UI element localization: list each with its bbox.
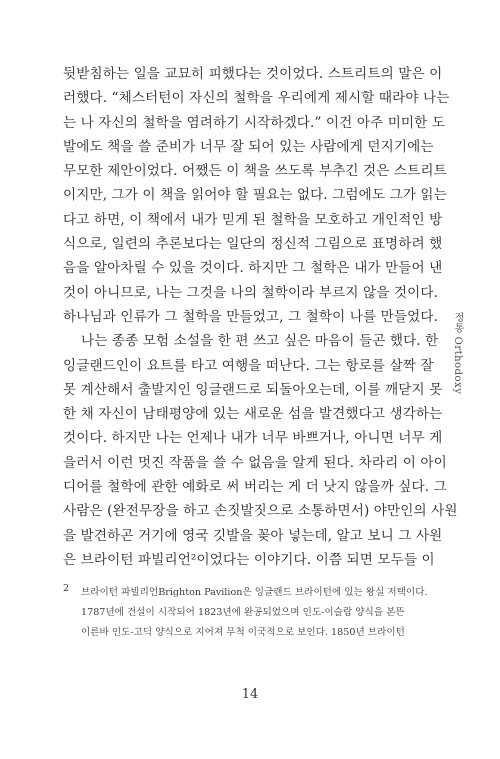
paragraph-first-line: 나는 종종 모험 소설을 한 편 쓰고 싶은 마음이 들곤 했다. 한 bbox=[81, 333, 439, 350]
footnote-line: 1787년에 건설이 시작되어 1823년에 완공되었으며 인도-이슬람 양식을 본뜬 bbox=[81, 607, 405, 618]
body-line: 이지만, 그가 이 책을 읽어야 할 필요는 없다. 그럼에도 그가 읽는 bbox=[63, 187, 447, 204]
body-line: 한 채 자신이 남태평양에 있는 새로운 섬을 발견했다고 생각하는 bbox=[63, 406, 443, 423]
footnote-line: 브라이턴 파빌리언Brighton Pavilion은 잉글랜드 브라이턴에 있는 왕실 저택이다. bbox=[81, 587, 428, 598]
body-line: 음을 알아차릴 수 있을 것이다. 하지만 그 철학은 내가 만들어 낸 bbox=[63, 260, 443, 277]
page-number: 14 bbox=[241, 687, 259, 702]
body-line: 발에도 책을 쓸 준비가 너무 잘 되어 있는 사람에게 던지기에는 bbox=[63, 138, 434, 155]
body-line: 을러서 이런 멋진 작품을 쓸 수 없음을 알게 된다. 차라리 이 아이 bbox=[63, 454, 447, 471]
body-line: 다고 하면, 이 책에서 내가 믿게 된 철학을 모호하고 개인적인 방 bbox=[63, 211, 443, 228]
body-line: 은 브라이턴 파빌리언²이었다는 이야기다. 이쯤 되면 모두들 이 bbox=[63, 551, 435, 568]
footnote-line: 이른바 인도-고딕 양식으로 지어져 무척 이국적으로 보인다. 1850년 브라이턴 bbox=[81, 627, 405, 638]
body-line: 뒷받침하는 일을 교묘히 피했다는 것이었다. 스트리트의 말은 이 bbox=[63, 66, 443, 82]
body-line: 식으로, 일련의 추론보다는 일단의 정신적 그림으로 표명하려 했 bbox=[63, 236, 443, 253]
body-line: 을 발견하곤 거기에 영국 깃발을 꽂아 넣는데, 알고 보니 그 사원 bbox=[63, 527, 443, 544]
footnote-body bbox=[81, 583, 428, 643]
body-line: 잉글랜드인이 요트를 타고 여행을 떠난다. 그는 항로를 살짝 잘 bbox=[63, 357, 434, 374]
running-head: 정통 Orthodoxy bbox=[452, 312, 463, 395]
body-line: 못 계산해서 출발지인 잉글랜드로 되돌아오는데, 이를 깨닫지 못 bbox=[63, 381, 443, 398]
body-line: 사람은 (완전무장을 하고 손짓발짓으로 소통하면서) 야만인의 사원 bbox=[63, 503, 458, 520]
body-line: 무모한 제안이었다. 어쨌든 이 책을 쓰도록 부추긴 것은 스트리트 bbox=[63, 163, 447, 180]
body-line: 것이다. 하지만 나는 언제나 내가 너무 바쁘거나, 아니면 너무 게 bbox=[63, 430, 443, 447]
body-line: 하나님과 인류가 그 철학을 만들었고, 그 철학이 나를 만들었다. bbox=[63, 308, 438, 325]
body-line: 디어를 철학에 관한 예화로 써 버리는 게 더 낫지 않을까 싶다. 그 bbox=[63, 479, 447, 496]
body-line: 러했다. “체스터턴이 자신의 철학을 우리에게 제시할 때라야 나는 bbox=[63, 90, 450, 107]
body-line: 것이 아니므로, 나는 그것을 나의 철학이라 부르지 않을 것이다. bbox=[63, 284, 438, 301]
body-line: 는 나 자신의 철학을 염려하기 시작하겠다.” 이건 아주 미미한 도 bbox=[63, 114, 446, 131]
footnote-number: 2 bbox=[63, 583, 70, 594]
